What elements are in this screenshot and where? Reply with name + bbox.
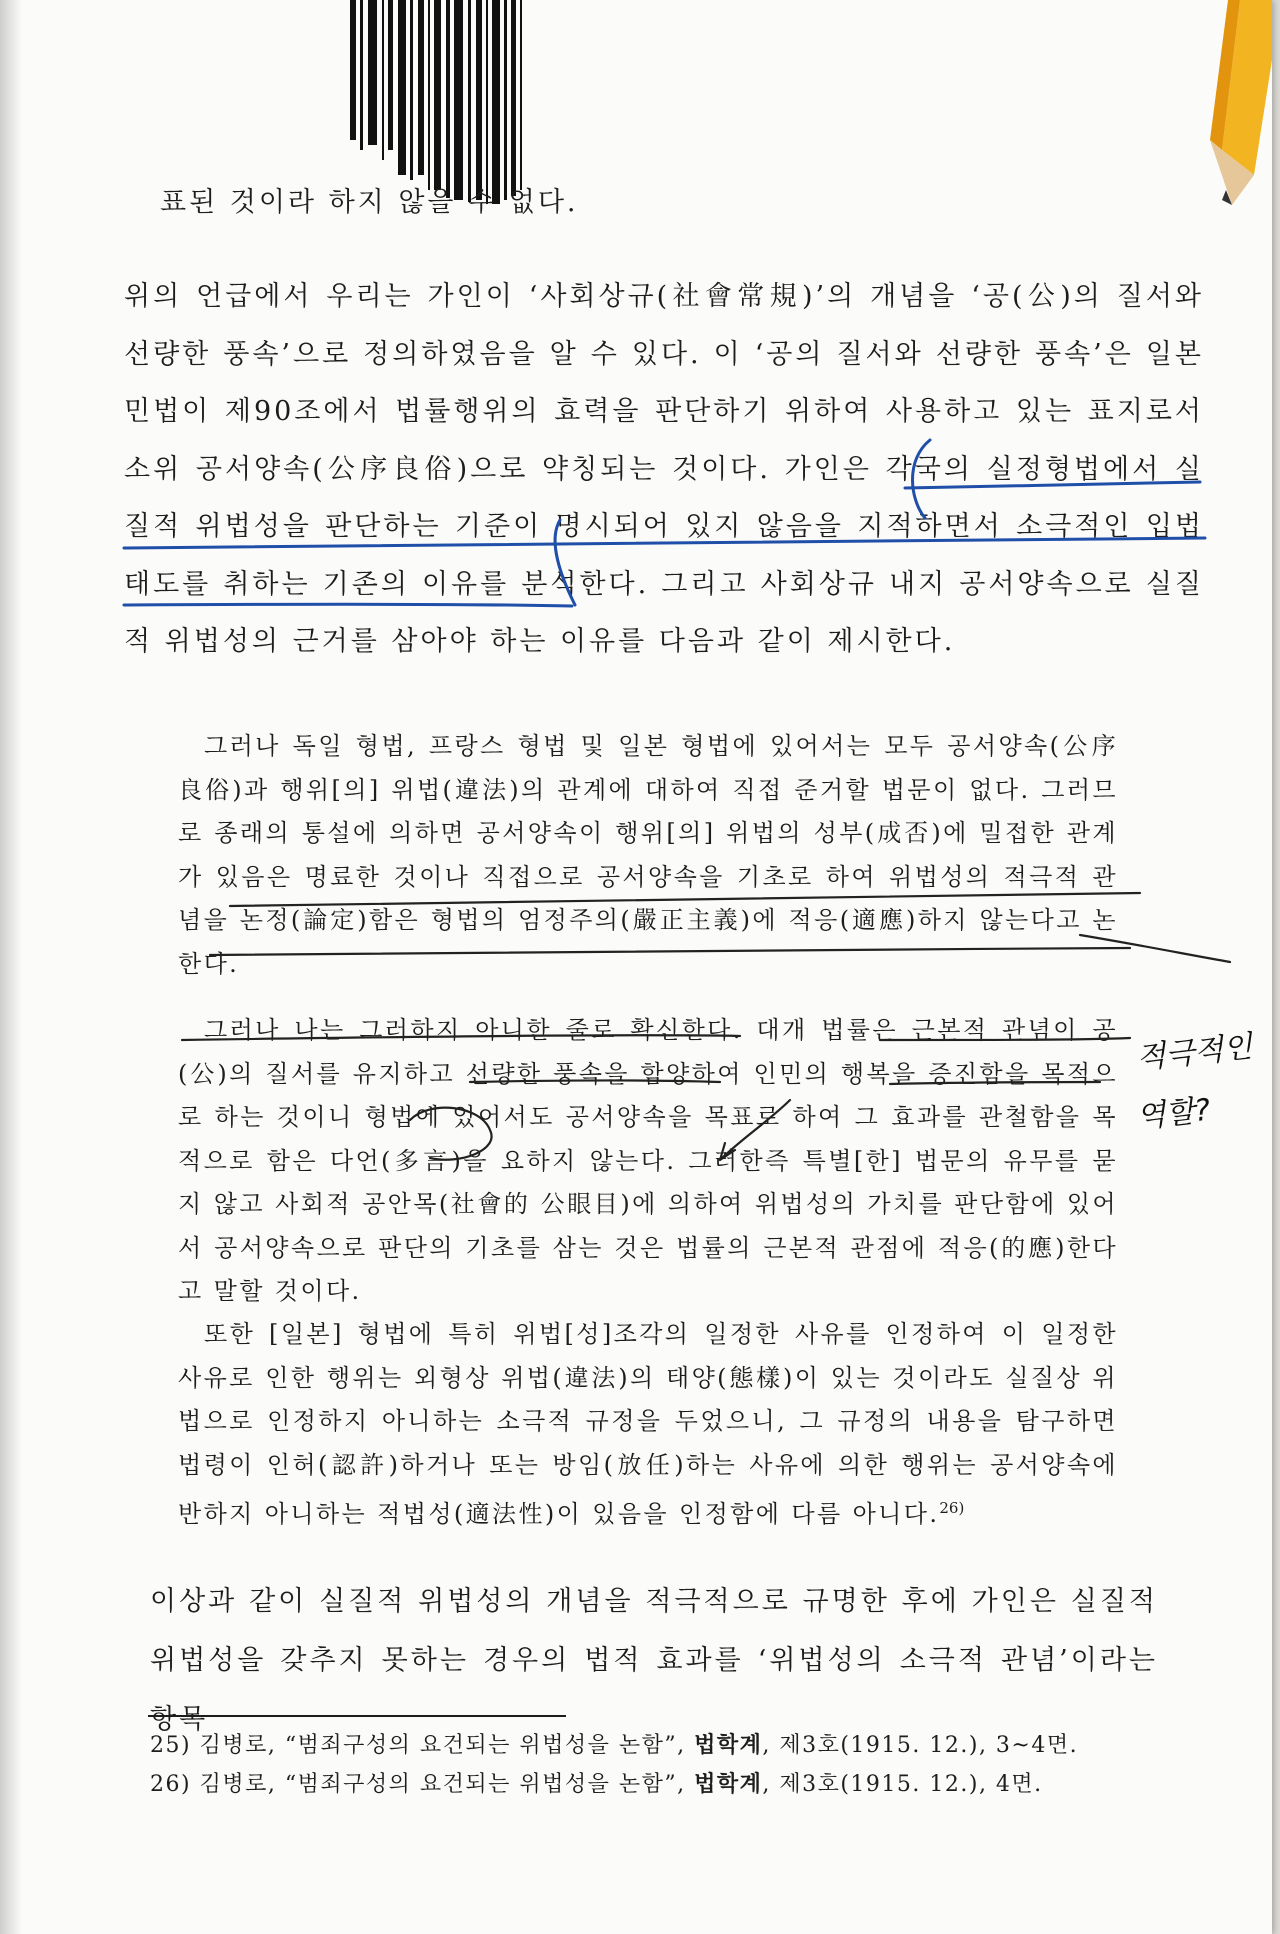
footnote-citation: 김병로, “범죄구성의 요건되는 위법성을 논함”, [199,1733,695,1758]
footnote-journal: 법학계 [694,1732,763,1758]
footnote-issue: , 제3호(1915. 12.), 3~4면. [762,1733,1079,1758]
quote-paragraph: 그러나 나는 그러하지 아니한 줄로 확신한다. 대개 법률은 근본적 관념이 공(公)의 질서를 유지하고 선량한 풍속을 함양하여 인민의 행복을 증진함을 목적으로 하는 것이니 형법에 있어서도 공서양속을 목표로 하여 그 효과를 관철함을 목적으로 함은 다언(多言)을 요하지 않는다. 그러한즉 특별[한] 법문의 유무를 묻지 않고 사회적 공안목(社會的 公眼目)에 의하여 위법성의 가치를 판단함에 있어서 공서양속으로 판단의 기초를 삼는 것은 법률의 근본적 관점에 적응(的應)한다고 말할 것이다. [178,1016,1118,1305]
footnote-issue: , 제3호(1915. 12.), 4면. [762,1772,1043,1797]
footnote-ref: 26) [939,1499,965,1517]
footnote-journal: 법학계 [694,1771,763,1797]
footnote-divider [148,1715,566,1717]
binding-shadow [0,0,22,1934]
barcode-artifact [348,0,563,205]
closing-paragraph: 이상과 같이 실질적 위법성의 개념을 적극적으로 규명한 후에 가인은 실질적 위법성을 갖추지 못하는 경우의 법적 효과를 ‘위법성의 소극적 관념’이라는 항목 [150,1586,1158,1735]
handwritten-note: 역할? [1134,1092,1213,1136]
footnote-25 [150,1726,1150,1765]
footnote-number: 26) [150,1772,192,1797]
footnote-number: 25) [150,1733,192,1758]
top-fragment: 표된 것이라 하지 않을 수 없다. [160,187,579,218]
quote-paragraph: 그러나 독일 형법, 프랑스 형법 및 일본 형법에 있어서는 모두 공서양속(公序良俗)과 행위[의] 위법(違法)의 관계에 대하여 직접 준거할 법문이 없다. 그러므로 종래의 통설에 의하면 공서양속이 행위[의] 위법의 성부(成否)에 밀접한 관계가 있음은 명료한 것이나 직접으로 공서양속을 기초로 하여 위법성의 적극적 관념을 논정(論定)함은 형법의 엄정주의(嚴正主義)에 적응(適應)하지 않는다고 논한다. [178,732,1118,978]
quote-text: 또한 [일본] 형법에 특히 위법[성]조각의 일정한 사유를 인정하여 이 일정한 사유로 인한 행위는 외형상 위법(違法)의 태양(態樣)이 있는 것이라도 실질상 위법으로 인정하지 아니하는 소극적 규정을 두었으니, 그 규정의 내용을 탐구하면 법령이 인허(認許)하거나 또는 방임(放任)하는 사유에 의한 행위는 공서양속에 반하지 아니하는 적법성(適法性)이 있음을 인정함에 다름 아니다. [178,1320,1118,1528]
pencil-artifact [1192,0,1272,215]
handwritten-note: 적극적인 [1134,1029,1254,1077]
footnotes [150,1726,1150,1804]
footnote-citation: 김병로, “범죄구성의 요건되는 위법성을 논함”, [199,1772,695,1797]
quote-paragraph [178,1313,1118,1537]
footnote-26 [150,1765,1150,1804]
main-paragraph: 위의 언급에서 우리는 가인이 ‘사회상규(社會常規)’의 개념을 ‘공(公)의 질서와 선량한 풍속’으로 정의하였음을 알 수 있다. 이 ‘공의 질서와 선량한 풍속’은 일본 민법이 제90조에서 법률행위의 효력을 판단하기 위하여 사용하고 있는 표지로서 소위 공서양속(公序良俗)으로 약칭되는 것이다. 가인은 각국의 실정형법에서 실질적 위법성을 판단하는 기준이 명시되어 있지 않음을 지적하면서 소극적인 입법태도를 취하는 기존의 이유를 분석한다. 그리고 사회상규 내지 공서양속으로 실질적 위법성의 근거를 삼아야 하는 이유를 다음과 같이 제시한다. [124,281,1204,657]
